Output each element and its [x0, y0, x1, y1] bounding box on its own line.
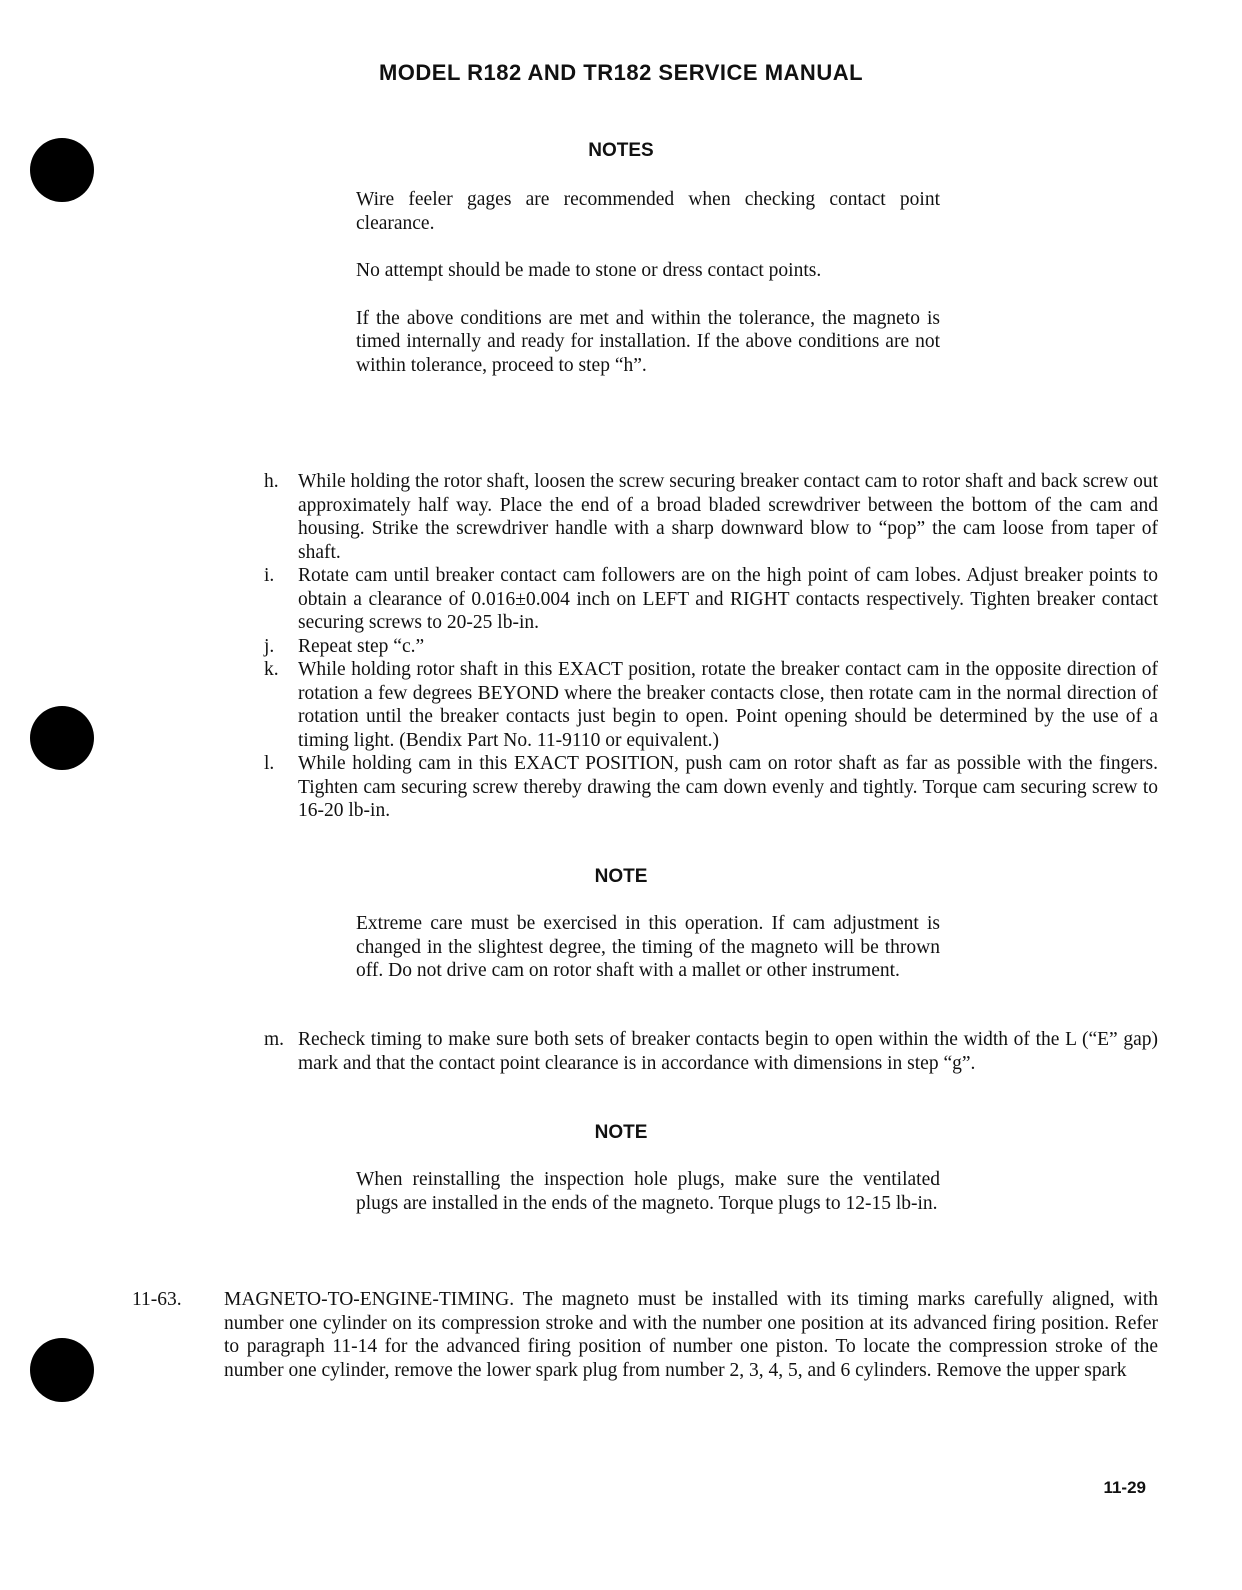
step-text: Rotate cam until breaker contact cam followers are on the high point of cam lobes. Adjust breaker points to obtain a clearance of 0.016±0.004 inch on LEFT and RIGHT contacts respectively. Tighten breaker contact securing screws to 20-25 lb-in.	[298, 565, 1158, 633]
list-item	[258, 564, 1158, 635]
notes-heading: NOTES	[588, 140, 654, 161]
paragraph-number: 11-63.	[132, 1289, 182, 1310]
paragraph-block	[132, 1288, 1158, 1382]
binder-hole-icon	[30, 706, 94, 770]
step-label: i.	[264, 565, 275, 586]
note-paragraph: Wire feeler gages are recommended when checking contact point clearance.	[356, 189, 940, 234]
step-text: While holding the rotor shaft, loosen the screw securing breaker contact cam to rotor shaft and back screw out approximately half way. Place the end of a broad bladed screwdriver between the bottom of the cam and housing. Strike the screwdriver handle with a sharp downward blow to “pop” the cam loose from taper of shaft.	[298, 471, 1158, 563]
step-label: h.	[264, 471, 279, 492]
page-title: MODEL R182 AND TR182 SERVICE MANUAL	[378, 60, 864, 85]
note-heading: NOTE	[594, 866, 648, 887]
list-item	[258, 635, 1158, 659]
list-item	[258, 470, 1158, 564]
step-list	[258, 470, 1158, 823]
step-text: While holding rotor shaft in this EXACT position, rotate the breaker contact cam in the opposite direction of rotation a few degrees BEYOND where the breaker contacts close, then rotate cam in the normal direction of rotation until the breaker contacts just begin to open. Point opening should be determined by the use of a timing light. (Bendix Part No. 11-9110 or equivalent.)	[298, 659, 1158, 751]
step-label: m.	[264, 1029, 285, 1050]
list-item	[258, 752, 1158, 823]
note-heading: NOTE	[594, 1122, 648, 1143]
list-item	[258, 1028, 1158, 1075]
note-text: Extreme care must be exercised in this operation. If cam adjustment is changed in the slightest degree, the timing of the magneto will be thrown off. Do not drive cam on rotor shaft with a mallet or other instrument.	[356, 913, 940, 981]
note-paragraph: No attempt should be made to stone or dress contact points.	[356, 260, 822, 281]
step-text: While holding cam in this EXACT POSITION, push cam on rotor shaft as far as possible with the fingers. Tighten cam securing screw thereby drawing the cam down evenly and tightly. Torque cam securing screw to 16-20 lb-in.	[298, 753, 1158, 821]
step-text: Recheck timing to make sure both sets of breaker contacts begin to open within the width of the L (“E” gap) mark and that the contact point clearance is in accordance with dimensions in step “g”.	[298, 1029, 1158, 1074]
page-number: 11-29	[1103, 1478, 1146, 1497]
step-label: l.	[264, 753, 275, 774]
note-text: When reinstalling the inspection hole plugs, make sure the ventilated plugs are installed in the ends of the magneto. Torque plugs to 12-15 lb-in.	[356, 1169, 940, 1214]
step-text: Repeat step “c.”	[298, 635, 425, 657]
list-item	[258, 658, 1158, 752]
step-label: k.	[264, 659, 279, 680]
step-label: j.	[264, 635, 275, 657]
note-paragraph: If the above conditions are met and within the tolerance, the magneto is timed internally and ready for installation. If the above conditions are not within tolerance, proceed to step “h”.	[356, 307, 940, 376]
notes-block	[356, 188, 940, 401]
binder-hole-icon	[30, 1338, 94, 1402]
paragraph-text: MAGNETO-TO-ENGINE-TIMING. The magneto must be installed with its timing marks carefully aligned, with number one cylinder on its compression stroke and with the number one position at its advanced firing position. Refer to paragraph 11-14 for the advanced firing position of number one piston. To locate the compression stroke of the number one cylinder, remove the lower spark plug from number 2, 3, 4, 5, and 6 cylinders. Remove the upper spark	[224, 1289, 1158, 1381]
step-list	[258, 1028, 1158, 1075]
